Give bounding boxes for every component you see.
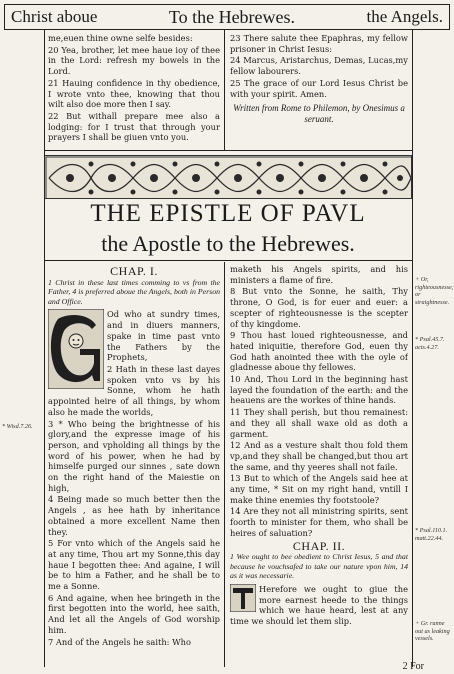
verse-text: 2 Hath in these last dayes spoken vnto vs by his Sonne, whom he hath appointed heire of all things, by whom also he made the worlds, — [48, 364, 220, 417]
verse-text: 4 Being made so much better then the Angels , as hee hath by inheritance obtained a more excellent Name then they. — [48, 494, 220, 537]
floral-ornament-icon — [45, 156, 412, 199]
verse-text: 14 Are they not all ministring spirits, sent foorth to minister for them, who shall be heires of saluation? — [230, 506, 408, 538]
main-column-divider — [224, 262, 225, 667]
verse-text: Herefore we ought to giue the more earnest heede to the things which we haue heard, lest at any time we should let them slip. — [230, 584, 408, 627]
running-header — [4, 4, 450, 30]
header-right: the Angels. — [366, 7, 443, 26]
verse-text: 21 Hauing confidence in thy obedience, I wrote vnto thee, knowing that thou wilt also doe more then I say. — [48, 77, 220, 110]
header-left: Christ aboue — [11, 7, 98, 26]
margin-note-left: * Wisd.7.26. — [2, 423, 33, 430]
decorated-initial-t — [230, 584, 256, 612]
verse-text: 12 And as a vesture shalt thou fold them vp,and they shall be changed,but thou art the same, and thy yeeres shall not faile. — [230, 440, 408, 472]
margin-note-right: + Or, righteousnesse, or straightnesse. — [415, 276, 454, 306]
left-margin-rule — [44, 30, 45, 667]
verse-text: 8 But vnto the Sonne, he saith, Thy throne, O God, is for euer and euer: a scepter of righteousnesse is the scepter of thy kingdome. — [230, 286, 408, 329]
main-right-column — [230, 264, 408, 666]
top-right-column — [230, 33, 408, 149]
verse-text: 13 But to which of the Angels said hee at any time, * Sit on my right hand, vntill I make thine enemies thy footstoole? — [230, 473, 408, 505]
chapter-heading: CHAP. II. — [292, 538, 346, 553]
verse-text: 22 But withall prepare mee also a lodging: for I trust that through your prayers I shall be giuen vnto you. — [48, 110, 220, 143]
decorated-initial-icon — [230, 584, 256, 612]
verse-text: 20 Yea, brother, let mee haue ioy of thee in the Lord: refresh my bowels in the Lord. — [48, 44, 220, 77]
verse-text: 3 * Who being the brightnesse of his glory,and the expresse image of his person, and vpholding all things by the word of his power, when he had by himselfe purged our sinnes , sate down on the right hand of the Maiestie on high, — [48, 418, 220, 493]
decorated-initial-g — [48, 309, 104, 389]
top-column-divider — [224, 30, 225, 150]
header-center: To the Hebrewes. — [168, 6, 296, 27]
epistle-title: THE EPISTLE OF PAVL — [90, 200, 366, 227]
verse-text: 6 And againe, when hee bringeth in the first begotten into the world, hee saith, And let all the Angels of God worship him. — [48, 592, 220, 635]
verse-text: 7 And of the Angels he saith: Who — [48, 636, 191, 647]
verse-text: 5 For vnto which of the Angels said he at any time, Thou art my Sonne,this day haue I begotten thee: And againe, I will be to him a Father, and he shall be to me a Sonne. — [48, 538, 220, 592]
margin-note-right: + Gr. runne out as leaking vessels. — [415, 620, 450, 643]
chapter-argument: 1 Wee ought to bee obedient to Christ Iesus, 5 and that because he vouchsafed to take our nature vpon him, 14 as it was necessarie. — [230, 552, 408, 581]
epistle-subscription: Written from Rome to Philemon, by Onesimus a seruant. — [233, 103, 405, 125]
verse-text: 23 There salute thee Epaphras, my fellow prisoner in Christ Iesus: — [230, 33, 408, 54]
epistle-subtitle: the Apostle to the Hebrewes. — [101, 231, 355, 256]
verse-text: 24 Marcus, Aristarchus, Demas, Lucas,my fellow labourers. — [230, 55, 408, 77]
chapter-argument: 1 Christ in these last times comming to vs from the Father, 4 is preferred aboue the Angels, both in Person and Office. — [48, 277, 220, 306]
verse-text: Od who at sundry times, and in diuers manners, spake in time past vnto the Fathers by the Prophets, — [107, 309, 220, 363]
top-section-rule — [44, 150, 412, 151]
ornamental-headpiece — [44, 155, 412, 199]
chapter-heading: CHAP. I. — [110, 264, 158, 278]
catchword: 2 For — [402, 661, 424, 672]
main-left-column — [48, 264, 220, 666]
title-rule — [44, 260, 412, 261]
margin-note-right: * Psal.45.7. acts.4.27. — [415, 336, 445, 351]
right-margin-rule — [412, 30, 413, 667]
verse-text: 25 The grace of our Lord Iesus Christ be with your spirit. Amen. — [230, 77, 408, 99]
verse-text: 11 They shall perish, but thou remainest: and they all shall waxe old as doth a garment. — [230, 407, 408, 439]
margin-note-right: * Psal.110.1. matt.22.44. — [415, 527, 448, 542]
decorated-initial-icon — [48, 309, 104, 389]
verse-text: 10 And, Thou Lord in the beginning hast layed the foundation of the earth: and the heauens are the workes of thine hands. — [230, 374, 408, 406]
top-left-column — [48, 33, 220, 149]
verse-text: me,euen thine owne selfe besides: — [48, 33, 193, 43]
verse-text: 9 Thou hast loued righteousnesse, and hated iniquitie, therefore God, euen thy God hath anointed thee with the oyle of gladnesse aboue thy fellowes. — [230, 330, 408, 373]
verse-text: maketh his Angels spirits, and his ministers a flame of fire. — [230, 264, 408, 285]
